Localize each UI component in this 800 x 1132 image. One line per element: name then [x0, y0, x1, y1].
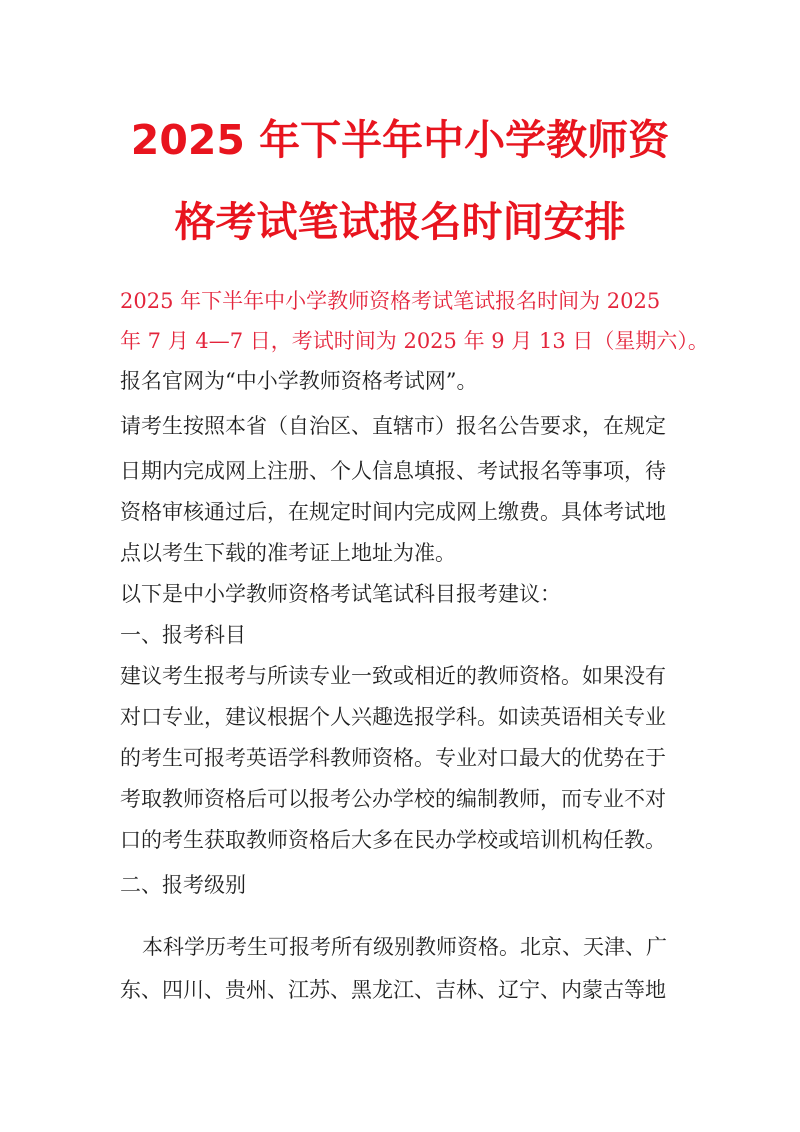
paragraph-line: 本科学历考生可报考所有级别教师资格。北京、天津、广	[142, 935, 667, 959]
paragraph-line: 报名官网为“中小学教师资格考试网”。	[120, 369, 478, 393]
paragraph-line: 的考生可报考英语学科教师资格。专业对口最大的优势在于	[120, 746, 666, 770]
paragraph-line: 请考生按照本省（自治区、直辖市）报名公告要求，在规定	[120, 414, 666, 438]
paragraph-line: 建议考生报考与所读专业一致或相近的教师资格。如果没有	[120, 664, 666, 688]
section-heading-subjects: 一、报考科目	[120, 623, 246, 647]
document-title-line-2: 格考试笔试报名时间安排	[174, 198, 626, 246]
paragraph-line: 日期内完成网上注册、个人信息填报、考试报名等事项，待	[120, 459, 666, 483]
paragraph-line: 点以考生下载的准考证上地址为准。	[120, 541, 456, 565]
intro-red-line-1: 2025 年下半年中小学教师资格考试笔试报名时间为 2025	[120, 289, 661, 313]
paragraph-line: 资格审核通过后，在规定时间内完成网上缴费。具体考试地	[120, 500, 666, 524]
document-title-line-1: 2025 年下半年中小学教师资	[130, 116, 670, 164]
paragraph-line: 以下是中小学教师资格考试笔试科目报考建议：	[120, 582, 561, 606]
paragraph-line: 东、四川、贵州、江苏、黑龙江、吉林、辽宁、内蒙古等地	[120, 978, 666, 1002]
paragraph-line: 对口专业，建议根据个人兴趣选报学科。如读英语相关专业	[120, 705, 666, 729]
section-heading-levels: 二、报考级别	[120, 873, 246, 897]
paragraph-line: 考取教师资格后可以报考公办学校的编制教师，而专业不对	[120, 787, 666, 811]
paragraph-line: 口的考生获取教师资格后大多在民办学校或培训机构任教。	[120, 828, 666, 852]
intro-red-line-2: 年 7 月 4—7 日，考试时间为 2025 年 9 月 13 日（星期六）。	[120, 329, 709, 353]
